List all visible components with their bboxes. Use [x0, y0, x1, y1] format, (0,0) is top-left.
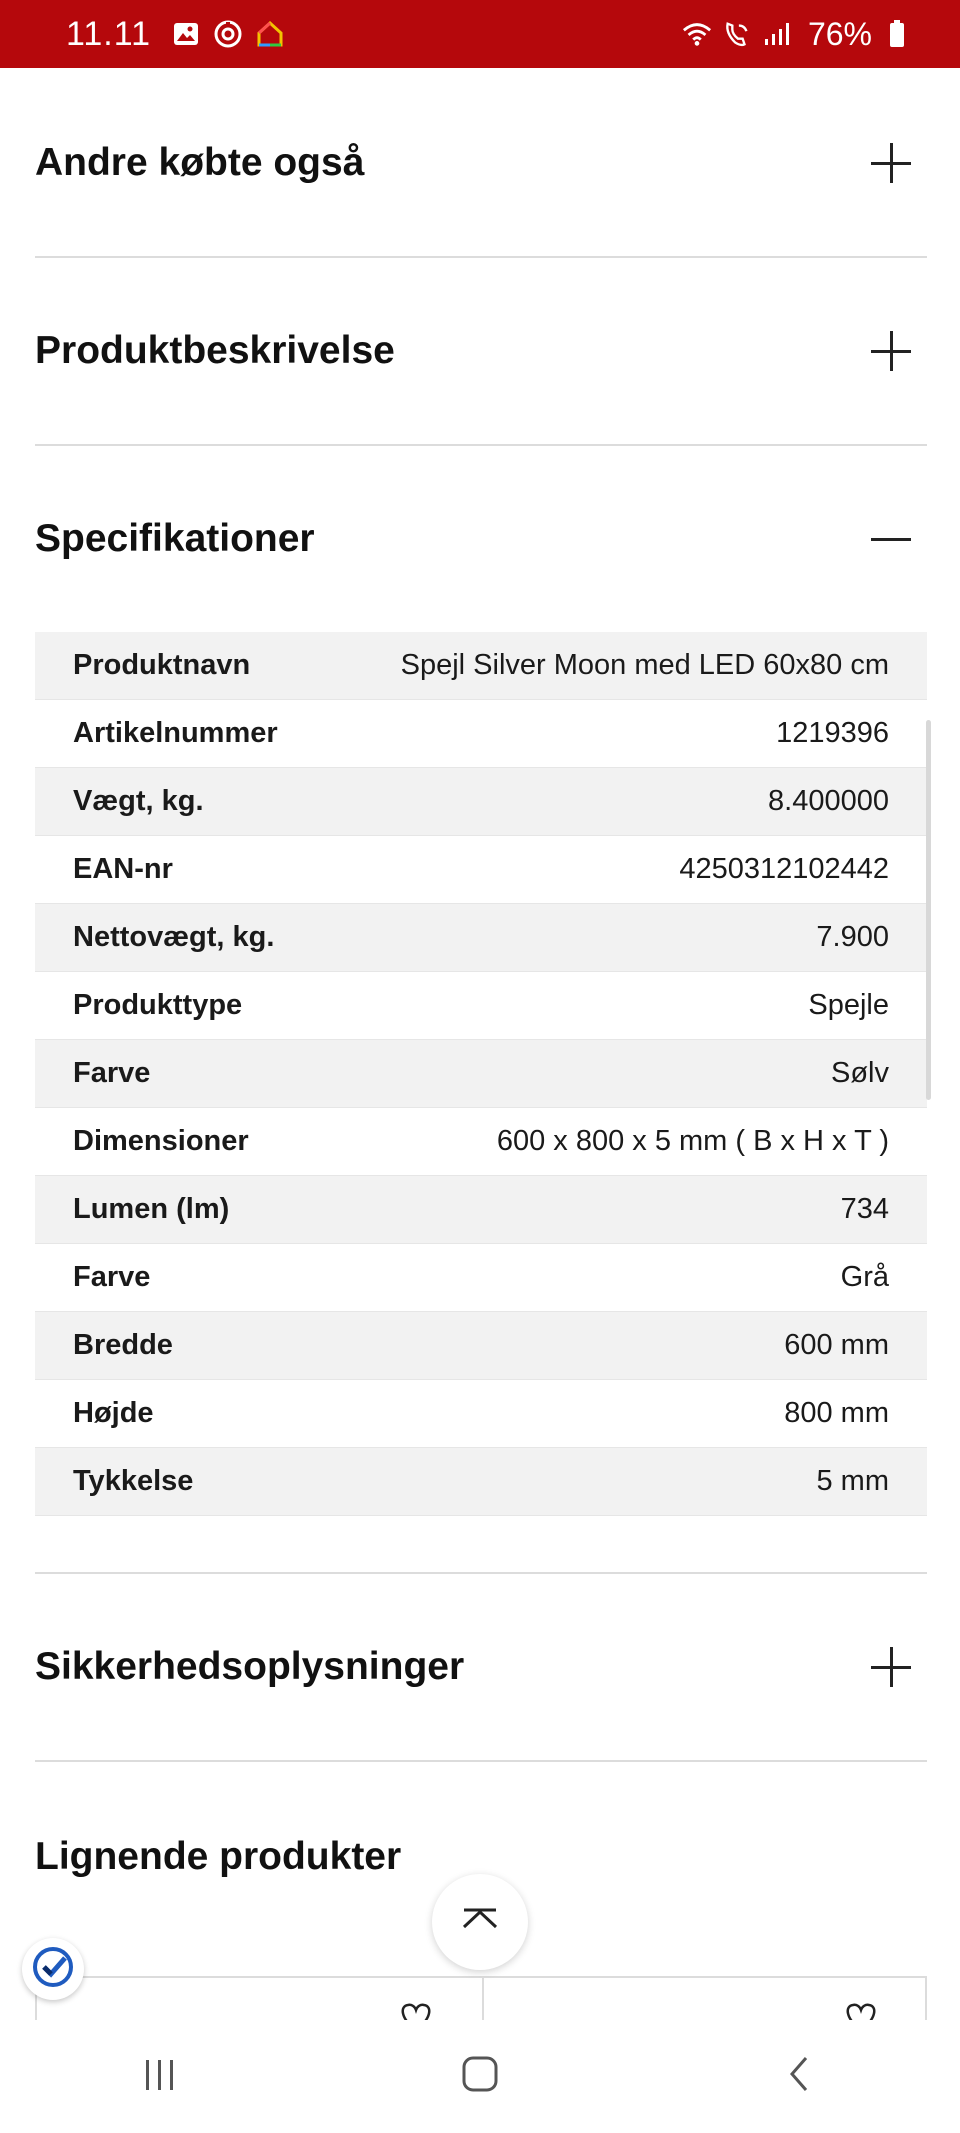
scrollbar[interactable]	[926, 720, 931, 1100]
spec-label: Farve	[73, 1057, 151, 1089]
description-header[interactable]	[35, 258, 927, 444]
status-bar-left	[66, 15, 297, 54]
spec-label: Vægt, kg.	[73, 785, 204, 817]
specifications-header[interactable]	[35, 446, 927, 632]
section-also-bought	[35, 70, 927, 258]
status-bar-right	[682, 16, 922, 53]
spec-row	[35, 972, 927, 1040]
spec-value: 1219396	[776, 717, 889, 749]
spec-row	[35, 700, 927, 768]
recent-apps-button[interactable]	[115, 2042, 205, 2112]
sync-icon	[213, 19, 243, 49]
wifi-calling-icon	[722, 19, 752, 49]
description-title: Produktbeskrivelse	[35, 329, 395, 372]
spec-row	[35, 768, 927, 836]
spec-value: 800 mm	[784, 1397, 889, 1429]
spec-label: Højde	[73, 1397, 154, 1429]
chevron-up-icon	[460, 1907, 500, 1938]
product-card[interactable]	[481, 1976, 927, 2022]
safety-title: Sikkerhedsoplysninger	[35, 1645, 465, 1688]
home-icon	[460, 2054, 500, 2099]
spec-label: Farve	[73, 1261, 151, 1293]
spec-label: Tykkelse	[73, 1465, 194, 1497]
spec-row	[35, 1040, 927, 1108]
safety-header[interactable]	[35, 1574, 927, 1760]
specifications-title: Specifikationer	[35, 517, 315, 560]
plus-icon[interactable]	[869, 141, 913, 185]
spec-row	[35, 1448, 927, 1516]
spec-value: Grå	[840, 1261, 889, 1293]
product-card[interactable]	[35, 1976, 484, 2022]
signal-icon	[762, 19, 792, 49]
wifi-icon	[682, 19, 712, 49]
shield-check-icon	[32, 1946, 74, 1993]
spec-value: 4250312102442	[679, 853, 889, 885]
spec-value: 600 mm	[784, 1329, 889, 1361]
spec-label: Bredde	[73, 1329, 173, 1361]
spec-row	[35, 1244, 927, 1312]
section-description	[35, 258, 927, 446]
spec-value: 734	[840, 1193, 889, 1225]
spec-row	[35, 1380, 927, 1448]
also-bought-header[interactable]	[35, 70, 927, 256]
spec-row	[35, 836, 927, 904]
product-details	[35, 68, 927, 1952]
spec-row	[35, 1176, 927, 1244]
home-button[interactable]	[435, 2042, 525, 2112]
spec-label: Produkttype	[73, 989, 243, 1021]
battery-icon	[882, 19, 912, 49]
spec-row	[35, 904, 927, 972]
plus-icon[interactable]	[869, 1645, 913, 1689]
scroll-to-top-button[interactable]	[432, 1874, 528, 1970]
spec-value: 5 mm	[816, 1465, 889, 1497]
spec-value: Spejl Silver Moon med LED 60x80 cm	[400, 649, 889, 681]
spec-value: Spejle	[808, 989, 889, 1021]
specifications-table	[35, 632, 927, 1516]
spec-label: Nettovægt, kg.	[73, 921, 275, 953]
recent-apps-icon	[140, 2054, 180, 2099]
back-button[interactable]	[755, 2042, 845, 2112]
spec-label: EAN-nr	[73, 853, 173, 885]
spec-value: 8.400000	[768, 785, 889, 817]
spec-value: 7.900	[816, 921, 889, 953]
spec-label: Produktnavn	[73, 649, 251, 681]
section-safety	[35, 1574, 927, 1762]
home-app-icon	[255, 19, 285, 49]
status-bar	[0, 0, 960, 68]
gallery-icon	[171, 19, 201, 49]
status-time: 11.11	[66, 14, 152, 53]
battery-percentage: 76%	[807, 15, 872, 52]
spec-row	[35, 632, 927, 700]
system-navigation-bar	[0, 2020, 960, 2133]
section-specifications	[35, 446, 927, 1574]
spec-label: Dimensioner	[73, 1125, 249, 1157]
similar-products-title: Lignende produkter	[35, 1835, 402, 1878]
minus-icon[interactable]	[869, 517, 913, 561]
spec-value: Sølv	[831, 1057, 889, 1089]
cookie-consent-button[interactable]	[22, 1938, 84, 2000]
spec-label: Lumen (lm)	[73, 1193, 230, 1225]
spec-label: Artikelnummer	[73, 717, 278, 749]
spec-row	[35, 1312, 927, 1380]
spec-row	[35, 1108, 927, 1176]
spec-value: 600 x 800 x 5 mm ( B x H x T )	[496, 1125, 889, 1157]
back-icon	[780, 2054, 820, 2099]
also-bought-title: Andre købte også	[35, 141, 365, 184]
similar-products-list	[35, 1976, 927, 2020]
plus-icon[interactable]	[869, 329, 913, 373]
